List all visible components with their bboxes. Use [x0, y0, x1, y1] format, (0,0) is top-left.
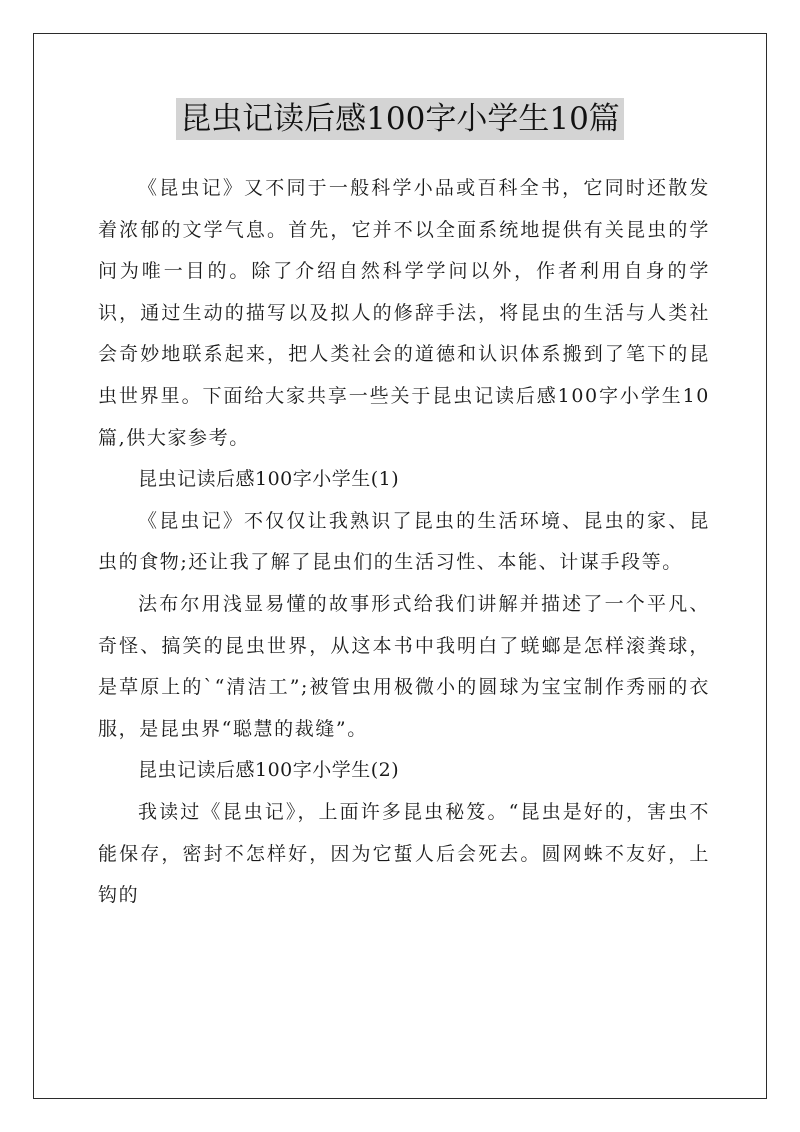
section-heading-1: 昆虫记读后感100字小学生(1)	[138, 468, 400, 491]
intro-paragraph: 《昆虫记》又不同于一般科学小品或百科全书，它同时还散发着浓郁的文学气息。首先，它并不以全面系统地提供有关昆虫的学问为唯一目的。除了介绍自然科学学问以外，作者利用自身的学识，通过生动的描写以及拟人的修辞手法，将昆虫的生活与人类社会奇妙地联系起来，把人类社会的道德和认识体系搬到了笔下的昆虫世界里。下面给大家共享一些关于昆虫记读后感100字小学生10篇,供大家参考。	[98, 177, 710, 449]
body-paragraph: 我读过《昆虫记》，上面许多昆虫秘笈。“昆虫是好的，害虫不能保存，密封不怎样好，因为它蜇人后会死去。圆网蛛不友好，上钩的	[98, 800, 710, 907]
title-container	[0, 98, 800, 140]
body-paragraph: 《昆虫记》不仅仅让我熟识了昆虫的生活环境、昆虫的家、昆虫的食物;还让我了解了昆虫们的生活习性、本能、计谋手段等。	[98, 509, 710, 574]
section-heading-2: 昆虫记读后感100字小学生(2)	[138, 759, 400, 782]
body-paragraph: 法布尔用浅显易懂的故事形式给我们讲解并描述了一个平凡、奇怪、搞笑的昆虫世界，从这本书中我明白了蜣螂是怎样滚粪球，是草原上的`“清洁工”;被管虫用极微小的圆球为宝宝制作秀丽的衣服，是昆虫界“聪慧的裁缝”。	[98, 592, 710, 740]
document-title: 昆虫记读后感100字小学生10篇	[176, 98, 624, 140]
document-body	[98, 168, 710, 917]
